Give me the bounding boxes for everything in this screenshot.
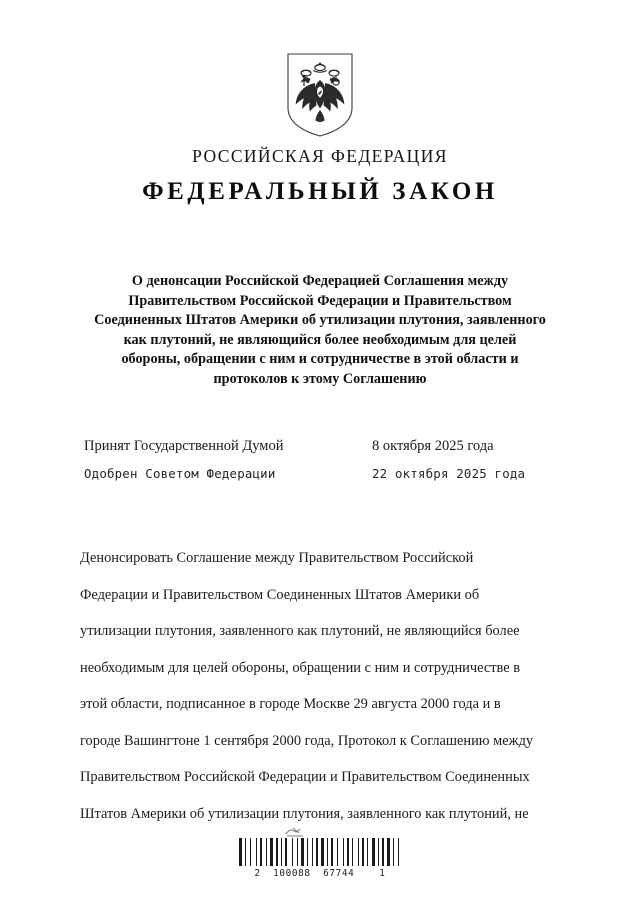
law-body-text [80, 540, 562, 832]
body-line: Денонсировать Соглашение между Правительством Российской [80, 550, 474, 566]
body-line: Правительством Российской Федерации и Правительством Соединенных [80, 769, 530, 785]
handwritten-mark-icon [284, 826, 310, 837]
body-line: Штатов Америки об утилизации плутония, заявленного как плутоний, не [80, 805, 529, 822]
adoption-council-date: 22 октября 2025 года [372, 466, 526, 481]
body-line: утилизации плутония, заявленного как плутоний, не являющийся более [80, 623, 520, 639]
russian-coat-of-arms-icon [284, 52, 356, 138]
adoption-duma-label: Принят Государственной Думой [84, 438, 284, 454]
law-title [78, 272, 562, 389]
adoption-duma-date: 8 октября 2025 года [372, 438, 494, 454]
body-line: городе Вашингтоне 1 сентября 2000 года, Протокол к Соглашению между [80, 732, 534, 749]
adoption-duma-row [84, 438, 562, 455]
body-line: Федерации и Правительством Соединенных Штатов Америки об [80, 586, 480, 603]
title-line: как плутоний, не являющийся более необходимым для целей [123, 331, 517, 348]
emblem-container [0, 52, 640, 138]
body-line: этой области, подписанное в городе Москве 29 августа 2000 года и в [80, 696, 501, 712]
adoption-council-label: Одобрен Советом Федерации [84, 466, 276, 481]
adoption-council-row [84, 466, 562, 481]
barcode-area [0, 826, 640, 879]
title-line: протоколов к этому Соглашению [213, 370, 427, 387]
title-line: Правительством Российской Федерации и Правительством [128, 292, 512, 309]
barcode-bars [239, 838, 402, 866]
title-line: О денонсации Российской Федерацией Соглашения между [131, 273, 509, 289]
title-line: Соединенных Штатов Америки об утилизации плутония, заявленного [94, 312, 546, 328]
barcode-digits: 2 100088 67744 1 [254, 868, 386, 879]
law-type-heading: ФЕДЕРАЛЬНЫЙ ЗАКОН [142, 178, 498, 205]
title-line: обороны, обращении с ним и сотрудничестве в этой области и [121, 351, 519, 367]
country-heading: РОССИЙСКАЯ ФЕДЕРАЦИЯ [192, 146, 448, 166]
body-line: необходимым для целей обороны, обращении с ним и сотрудничестве в [80, 659, 521, 676]
